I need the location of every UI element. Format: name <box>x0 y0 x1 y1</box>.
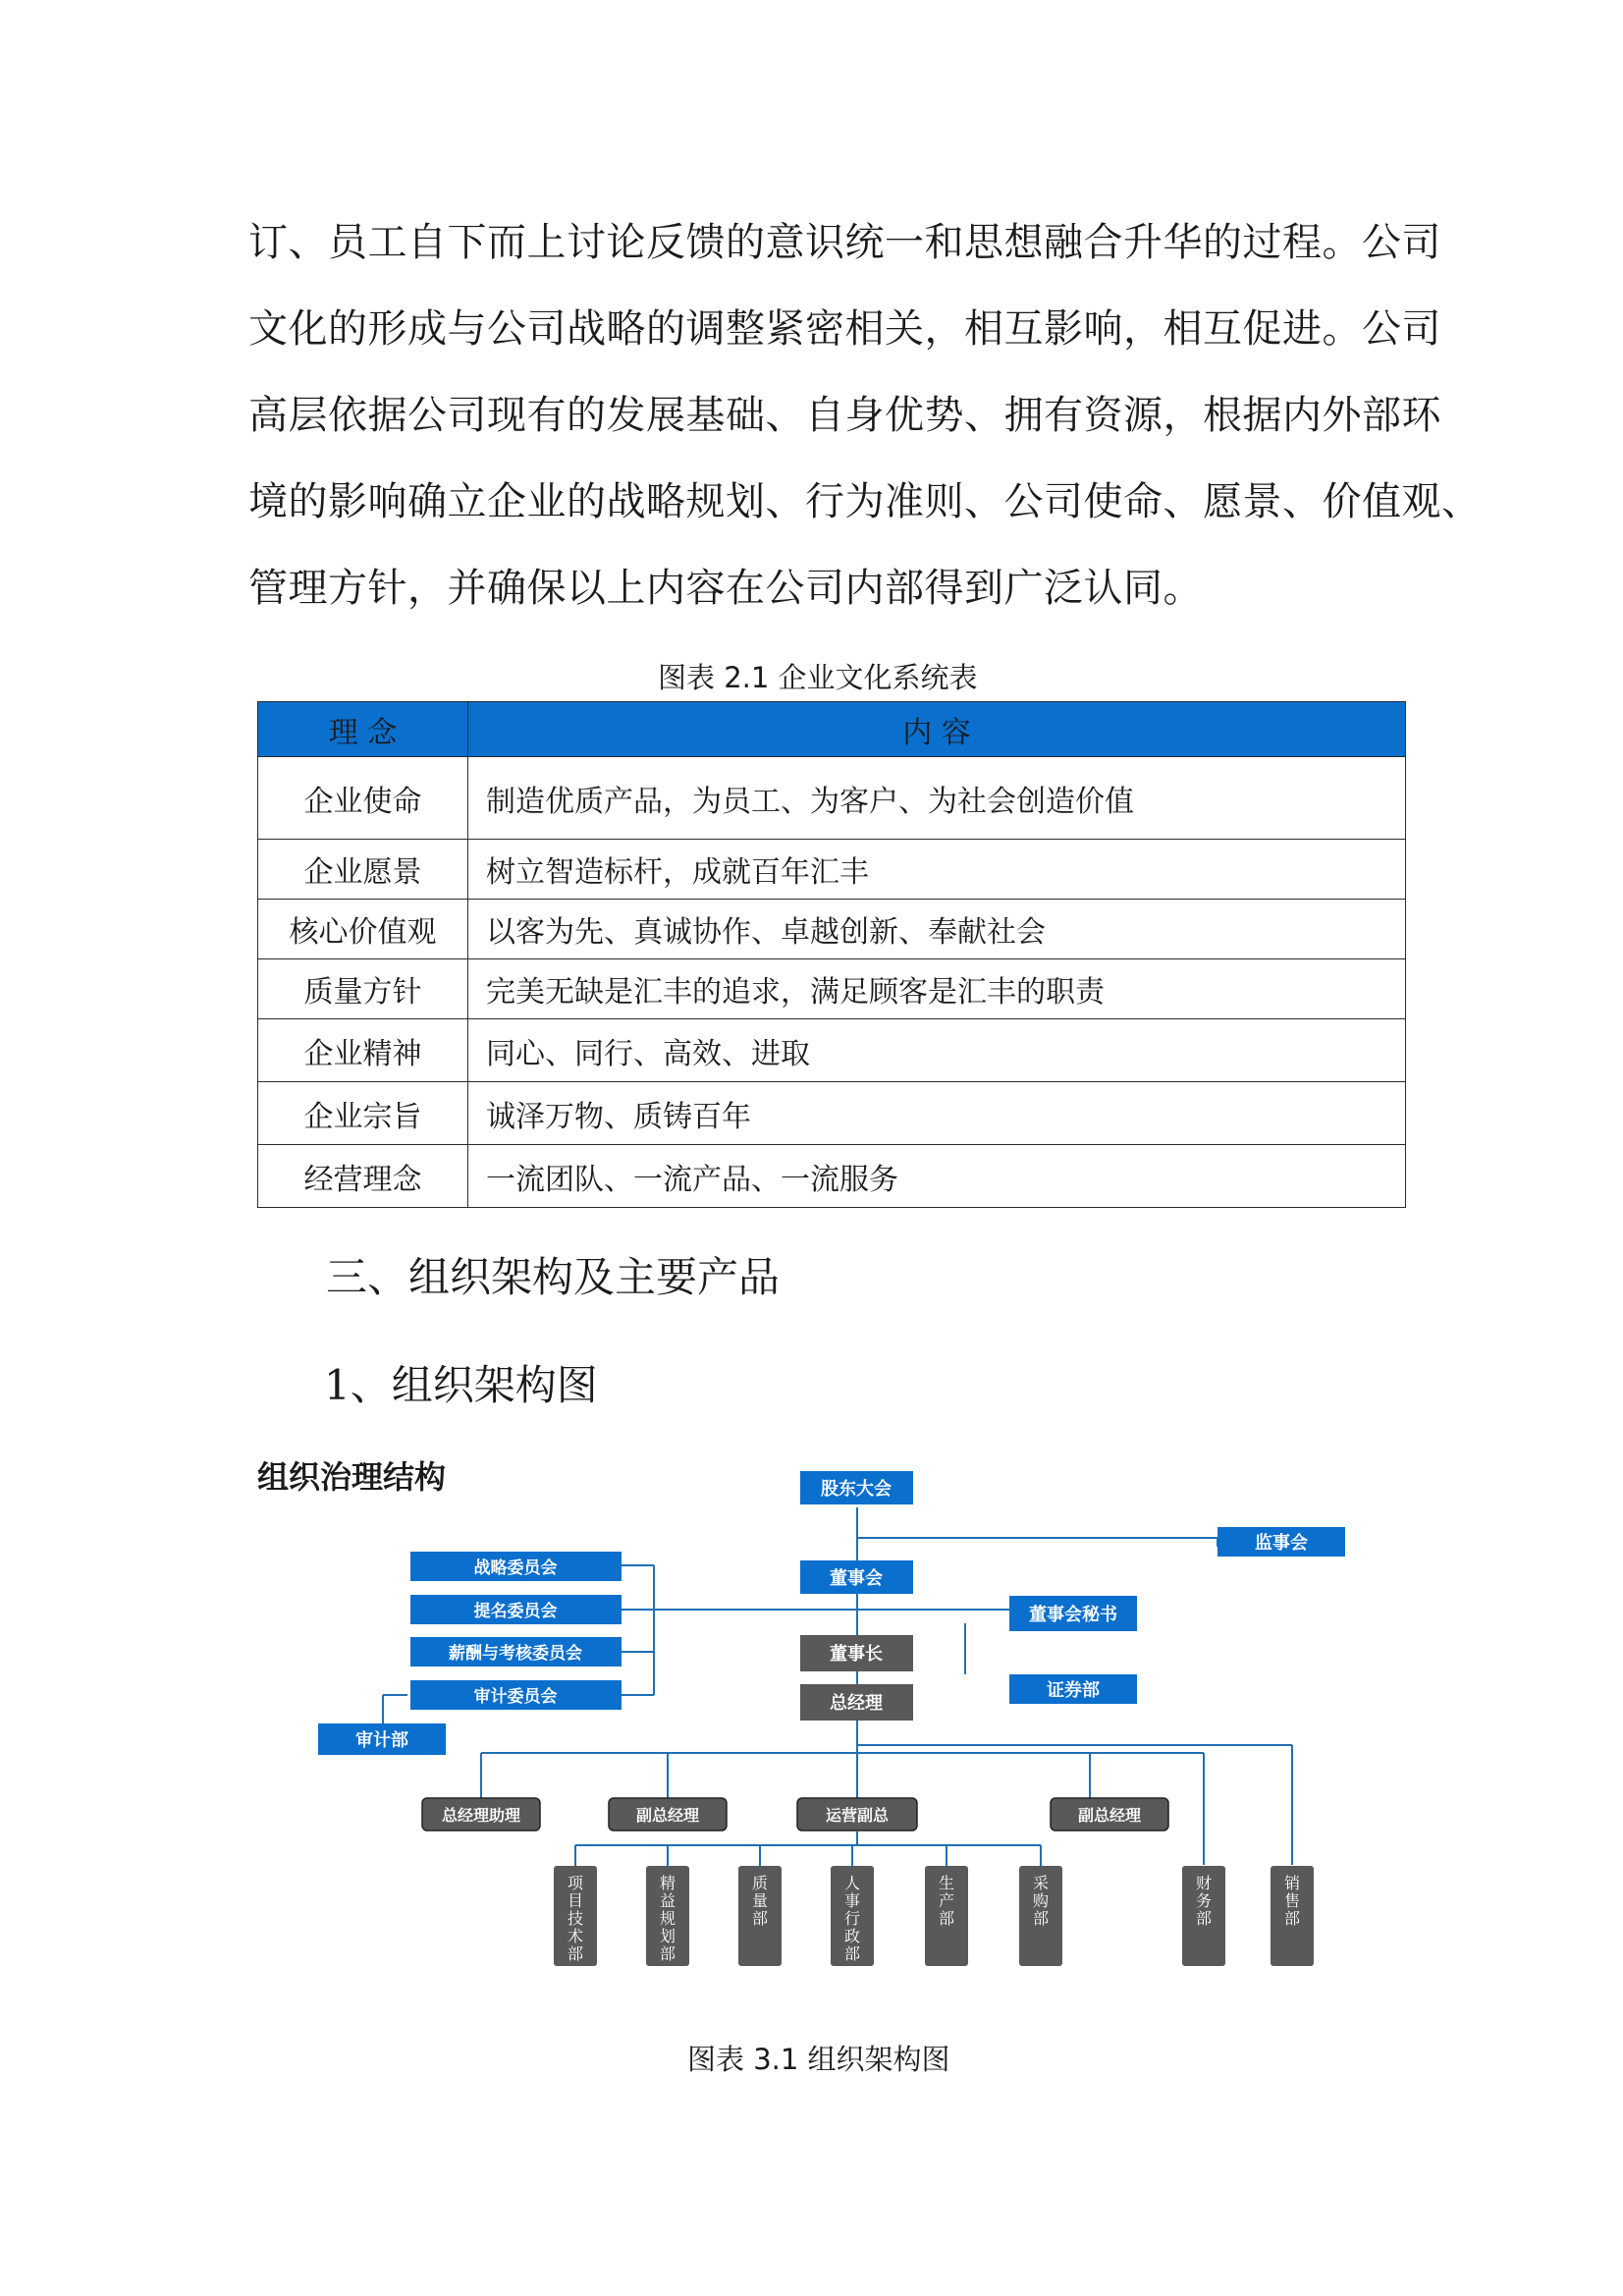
node-label: 薪酬与考核委员会 <box>449 1644 582 1664</box>
node-label: 总经理助理 <box>441 1806 521 1825</box>
node-board-secretary <box>1009 1596 1137 1631</box>
org-chart-title: 组织治理结构 <box>257 1458 447 1496</box>
dept-label: 采购部 <box>1032 1874 1050 1928</box>
node-label: 副总经理 <box>1077 1806 1142 1825</box>
concept-cell: 企业使命 <box>258 757 468 840</box>
paragraph-line: 订、员工自下而上讨论反馈的意识统一和思想融合升华的过程。公司 <box>248 220 1441 265</box>
dept-box <box>1019 1866 1062 1966</box>
dept-box <box>831 1866 874 1966</box>
node-committee <box>410 1637 622 1667</box>
content-cell: 树立智造标杆，成就百年汇丰 <box>468 840 1406 900</box>
node-label: 董事会秘书 <box>1029 1605 1117 1625</box>
paragraph-line: 境的影响确立企业的战略规划、行为准则、公司使命、愿景、价值观、 <box>248 479 1482 524</box>
dept-label: 精益规划部 <box>659 1874 676 1963</box>
table-row <box>258 1082 1406 1145</box>
content-cell: 诚泽万物、质铸百年 <box>468 1082 1406 1145</box>
dept-label: 质量部 <box>751 1874 769 1928</box>
node-audit-dept <box>318 1723 446 1755</box>
paragraph-line: 高层依据公司现有的发展基础、自身优势、拥有资源，根据内外部环 <box>248 393 1441 438</box>
node-label: 董事长 <box>830 1644 883 1665</box>
node-level2 <box>797 1798 917 1831</box>
node-label: 董事会 <box>830 1568 883 1589</box>
node-committee <box>410 1552 622 1581</box>
dept-box <box>925 1866 968 1966</box>
dept-label: 销售部 <box>1283 1874 1301 1928</box>
dept-label: 财务部 <box>1195 1874 1213 1928</box>
content-cell: 同心、同行、高效、进取 <box>468 1019 1406 1082</box>
content-cell: 完美无缺是汇丰的追求，满足顾客是汇丰的职责 <box>468 959 1406 1019</box>
dept-box <box>646 1866 689 1966</box>
table-row <box>258 959 1406 1019</box>
dept-label: 人事行政部 <box>843 1874 861 1963</box>
concept-cell: 核心价值观 <box>258 900 468 959</box>
table-row <box>258 757 1406 840</box>
node-gm <box>800 1684 913 1721</box>
node-committee <box>410 1595 622 1624</box>
node-board <box>800 1560 913 1594</box>
node-chairman <box>800 1635 913 1671</box>
table-row <box>258 1145 1406 1208</box>
dept-boxes <box>554 1866 1314 1966</box>
node-label: 证券部 <box>1047 1680 1100 1701</box>
concept-cell: 企业精神 <box>258 1019 468 1082</box>
org-chart <box>245 1449 1375 2018</box>
dept-label: 项目技术部 <box>567 1874 584 1963</box>
node-securities-dept <box>1009 1674 1137 1704</box>
node-shareholders <box>800 1471 913 1504</box>
figure-caption: 图表 3.1 组织架构图 <box>687 2043 950 2076</box>
node-supervisors <box>1217 1527 1345 1557</box>
node-label: 战略委员会 <box>473 1558 558 1578</box>
culture-table <box>257 701 1406 1208</box>
concept-cell: 企业愿景 <box>258 840 468 900</box>
node-level2 <box>422 1798 540 1831</box>
table-header-row <box>258 702 1406 757</box>
header-content: 内 容 <box>468 702 1406 757</box>
table-row <box>258 840 1406 900</box>
node-label: 股东大会 <box>821 1479 892 1500</box>
node-label: 总经理 <box>830 1693 883 1714</box>
concept-cell: 经营理念 <box>258 1145 468 1208</box>
body-paragraph <box>248 211 1482 611</box>
node-label: 运营副总 <box>825 1806 890 1825</box>
header-concept: 理 念 <box>258 702 468 757</box>
section-heading: 三、组织架构及主要产品 <box>326 1253 781 1301</box>
table-caption: 图表 2.1 企业文化系统表 <box>658 661 978 694</box>
node-label: 审计委员会 <box>473 1687 558 1707</box>
concept-cell: 企业宗旨 <box>258 1082 468 1145</box>
content-cell: 制造优质产品，为员工、为客户、为社会创造价值 <box>468 757 1406 840</box>
paragraph-line: 管理方针，并确保以上内容在公司内部得到广泛认同。 <box>248 566 1203 611</box>
content-cell: 以客为先、真诚协作、卓越创新、奉献社会 <box>468 900 1406 959</box>
subsection-heading: 1、组织架构图 <box>324 1361 598 1409</box>
dept-box <box>738 1866 782 1966</box>
node-label: 监事会 <box>1255 1533 1308 1554</box>
dept-box <box>1182 1866 1225 1966</box>
node-label: 副总经理 <box>635 1806 700 1825</box>
node-level2 <box>609 1798 727 1831</box>
node-label: 提名委员会 <box>473 1602 558 1621</box>
content-cell: 一流团队、一流产品、一流服务 <box>468 1145 1406 1208</box>
dept-label: 生产部 <box>938 1874 955 1928</box>
node-label: 审计部 <box>355 1730 408 1751</box>
node-committee <box>410 1680 622 1710</box>
table-row <box>258 900 1406 959</box>
paragraph-line: 文化的形成与公司战略的调整紧密相关，相互影响，相互促进。公司 <box>248 306 1441 352</box>
table-row <box>258 1019 1406 1082</box>
dept-box <box>554 1866 597 1966</box>
concept-cell: 质量方针 <box>258 959 468 1019</box>
node-level2 <box>1051 1798 1168 1831</box>
dept-box <box>1271 1866 1314 1966</box>
